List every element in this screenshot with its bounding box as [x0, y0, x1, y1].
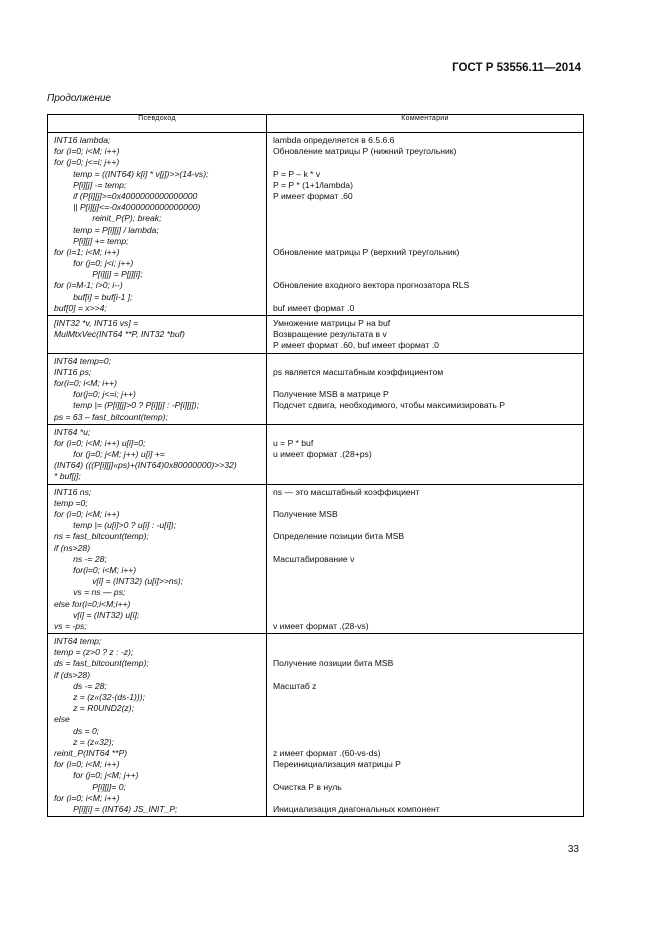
comment-line	[273, 692, 577, 703]
header-comments: Комментарии	[267, 115, 584, 133]
continuation-label: Продолжение	[47, 93, 111, 104]
code-line: for (i=0; i<M; i++)	[54, 759, 120, 770]
comment-line	[273, 703, 577, 714]
comment-line	[273, 412, 577, 423]
header-pseudocode: Псевдокод	[48, 115, 267, 133]
comment-line: Очистка Р в нуль	[273, 781, 342, 792]
comment-line	[273, 793, 577, 804]
comment-line: Получение MSB	[273, 509, 338, 519]
comment-cell	[267, 133, 584, 316]
comment-cell	[267, 634, 584, 817]
code-line: P[i][i] = (INT64) JS_INIT_P;	[54, 803, 178, 814]
standard-number: ГОСТ Р 53556.11—2014	[452, 62, 581, 74]
code-line: P[i][j] = P[j][i];	[54, 269, 143, 280]
comment-line: P = P – k * v	[273, 168, 321, 179]
comment-line: Обновление входного вектора прогнозатора RLS	[273, 280, 470, 291]
comment-cell	[267, 353, 584, 424]
code-line: INT64 temp=0;	[54, 355, 112, 366]
comment-line: Р имеет формат .60, buf имеет формат .0	[273, 340, 439, 351]
comment-line: Обновление матрицы Р (верхний треугольник)	[273, 246, 460, 257]
comment-line	[273, 647, 577, 658]
code-line: z = R0UND2(z);	[54, 703, 134, 714]
comment-cell	[267, 316, 584, 354]
comment-cell	[267, 484, 584, 633]
code-line: ds = 0;	[54, 725, 100, 736]
comment-line: Масштаб z	[273, 680, 317, 691]
table-row	[48, 484, 584, 633]
code-line: for (i=0; i<M; i++)	[54, 792, 120, 803]
code-line: INT64 temp;	[54, 636, 102, 647]
code-line: buf[i] = buf[i-1 ];	[54, 291, 133, 302]
code-line: for (i=M-1; i>0; i--)	[54, 280, 123, 291]
code-line: if (ds>28)	[54, 669, 91, 680]
comment-line: v имеет формат .(28-vs)	[273, 620, 369, 631]
comment-line	[273, 378, 577, 389]
comment-line: Возвращение результата в v	[273, 329, 387, 340]
code-line: for(i=0; i<M; i++)	[54, 377, 118, 388]
code-line: temp = P[i][j] / lambda;	[54, 224, 159, 235]
code-line: INT64 *u;	[54, 426, 91, 437]
pseudocode-cell	[48, 424, 267, 484]
code-line: temp = (z>0 ? z : -z);	[54, 647, 134, 658]
code-line: MulMtxVec(INT64 **P, INT32 *buf)	[54, 329, 185, 340]
comment-line: u = P * buf	[273, 437, 314, 448]
code-line: (INT64) (((P[i][j]«ps)+(INT64)0x80000000)>>32)	[54, 460, 237, 471]
code-line: z = (z«32);	[54, 736, 114, 747]
pseudocode-cell	[48, 133, 267, 316]
code-line: if (ns>28)	[54, 542, 91, 553]
comment-cell	[267, 424, 584, 484]
code-line: else for(i=0;i<M;i++)	[54, 598, 131, 609]
comment-line	[273, 714, 577, 725]
comment-line: Переинициализация матрицы Р	[273, 759, 401, 770]
code-line: vs = -ps;	[54, 620, 87, 631]
comment-line	[273, 213, 577, 224]
code-line: * buf[j];	[54, 471, 81, 482]
code-line: [INT32 *v, INT16 vs] =	[54, 318, 139, 328]
code-line: buf[0] = x>>4;	[54, 302, 107, 313]
code-line: ps = 63 – fast_bitcount(temp);	[54, 411, 168, 422]
code-line: v[i] = (INT32) (u[i]>>ns);	[54, 576, 184, 587]
code-line: P[i][j] += temp;	[54, 235, 129, 246]
comment-line: Масштабирование v	[273, 553, 355, 564]
code-line: for (i=0; i<M; i++) u[i]=0;	[54, 437, 146, 448]
comment-line	[273, 576, 577, 587]
code-line: z = (z«(32-(ds-1)));	[54, 692, 145, 702]
comment-line: ns — это масштабный коэффициент	[273, 486, 420, 497]
comment-line	[273, 498, 577, 509]
pseudocode-cell	[48, 316, 267, 354]
comment-line	[273, 565, 577, 576]
code-line: for (j=0; j<=i; j++)	[54, 157, 120, 168]
code-line: temp |= (P[i][j]>0 ? P[i][j] : -P[i][j]);	[54, 400, 200, 411]
code-line: for (i=1; i<M; i++)	[54, 246, 120, 257]
code-line: for (j=0; j<M; j++) u[i] +=	[54, 449, 165, 460]
table-header-row	[48, 115, 584, 133]
comment-line: Обновление матрицы Р (нижний треугольник)	[273, 146, 457, 157]
comment-line	[273, 202, 577, 213]
comment-line: ps является масштабным коэффициентом	[273, 366, 444, 377]
code-line: if (P[i][j]>=0x4000000000000000	[54, 190, 198, 201]
code-line: else	[54, 714, 70, 725]
page-number: 33	[567, 844, 579, 855]
code-line: for (i=0; i<M; i++)	[54, 146, 120, 157]
code-line: P[i][j]= 0;	[54, 781, 126, 792]
comment-line: Получение MSB в матрице Р	[273, 389, 389, 400]
code-line: P[i][j] -= temp;	[54, 179, 127, 190]
table-row	[48, 424, 584, 484]
code-line: for(j=0; j<=i; j++)	[54, 389, 136, 400]
code-line: reinit_P(INT64 **P)	[54, 747, 128, 758]
table-body	[48, 133, 584, 817]
pseudocode-cell	[48, 353, 267, 424]
code-line: INT16 lambda;	[54, 135, 111, 145]
comment-line	[273, 520, 577, 531]
code-line: ns -= 28;	[54, 553, 107, 564]
comment-line	[273, 599, 577, 610]
code-line: for (j=0; j<M; j++)	[54, 770, 139, 781]
code-line: || P[i][j]<=-0x4000000000000000)	[54, 202, 201, 213]
comment-line: Получение позиции бита MSB	[273, 658, 394, 669]
comment-line	[273, 737, 577, 748]
comment-line: Определение позиции бита MSB	[273, 531, 405, 542]
comment-line	[273, 770, 577, 781]
comment-line	[273, 269, 577, 280]
comment-line	[273, 726, 577, 737]
comment-line: P имеет формат .60	[273, 190, 353, 201]
comment-line: Умножение матрицы Р на buf	[273, 318, 391, 328]
code-line: vs = ns — ps;	[54, 587, 126, 598]
comment-line	[273, 587, 577, 598]
comment-line	[273, 471, 577, 482]
code-line: INT16 ps;	[54, 366, 92, 377]
pseudocode-cell	[48, 484, 267, 633]
comment-line	[273, 427, 577, 438]
comment-line: u имеет формат .(28+ps)	[273, 449, 372, 460]
code-line: temp = ((INT64) k[i] * v[j])>>(14-vs);	[54, 168, 209, 179]
comment-line	[273, 543, 577, 554]
code-line: ns = fast_bitcount(temp);	[54, 531, 149, 542]
code-line: reinit_P(P); break;	[54, 213, 162, 224]
comment-line	[273, 157, 577, 168]
code-line: temp =0;	[54, 497, 88, 508]
table-row	[48, 316, 584, 354]
comment-line	[273, 225, 577, 236]
table-row	[48, 634, 584, 817]
comment-line	[273, 258, 577, 269]
comment-line	[273, 670, 577, 681]
code-line: v[i] = (INT32) u[i];	[54, 609, 140, 620]
table-row	[48, 353, 584, 424]
comment-line: buf имеет формат .0	[273, 302, 355, 313]
code-line	[54, 340, 260, 351]
comment-line	[273, 292, 577, 303]
code-line: ds = fast_bitcount(temp);	[54, 658, 149, 669]
comment-line	[273, 460, 577, 471]
comment-line	[273, 236, 577, 247]
comment-line: Подсчет сдвига, необходимого, чтобы максимизировать Р	[273, 400, 506, 411]
code-line: for (i=0; i<M; i++)	[54, 509, 120, 519]
comment-line: z имеет формат .(60-vs-ds)	[273, 747, 381, 758]
pseudocode-table	[47, 114, 584, 817]
code-line: temp |= (u[i]>0 ? u[i] : -u[i]);	[54, 520, 177, 531]
code-line: ds -= 28;	[54, 680, 107, 691]
comment-line: lambda определяется в 6.5.6.6	[273, 135, 395, 145]
comment-line	[273, 610, 577, 621]
table-row	[48, 133, 584, 316]
pseudocode-cell	[48, 634, 267, 817]
comment-line: Инициализация диагональных компонент	[273, 803, 440, 814]
comment-line: P = P * (1+1/lambda)	[273, 179, 353, 190]
code-line: for (j=0; j<i; j++)	[54, 258, 134, 269]
comment-line	[273, 356, 577, 367]
code-line: INT16 ns;	[54, 486, 92, 497]
comment-line	[273, 636, 577, 647]
code-line: for(i=0; i<M; i++)	[54, 564, 137, 575]
